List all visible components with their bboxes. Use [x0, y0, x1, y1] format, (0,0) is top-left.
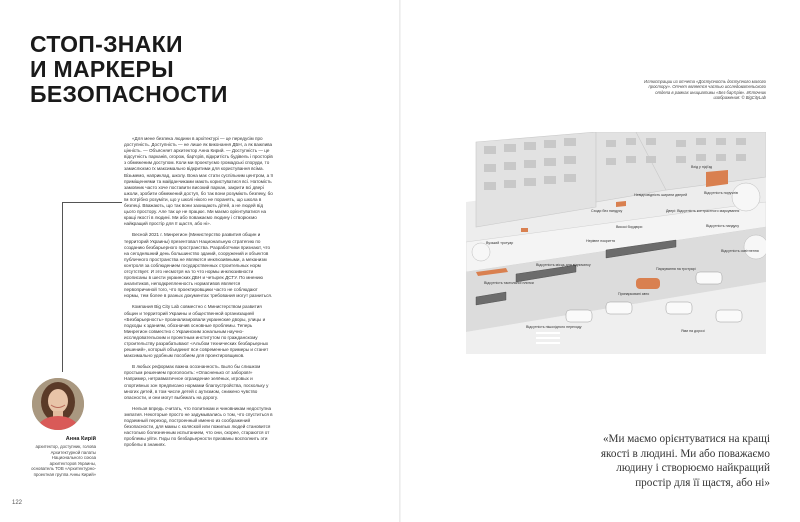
page-gutter	[399, 0, 401, 522]
illus-label-tactile: Відсутність тактильної плитки	[484, 281, 534, 285]
illus-label-ramp: Відсутність пандусу	[706, 224, 740, 228]
author-name: Анна Кирій	[65, 436, 96, 442]
illus-label-narrow-sidewalk: Вузький тротуар	[486, 241, 514, 245]
illus-label-crossing: Відсутність пішохідного переходу	[526, 325, 582, 329]
illustration-caption: Иллюстрации из отчета «Доступность доступного малого простору». Отчет является частью исследовательского отдела в рамках инициативы «Без бар'єрів». Источник изображения: © BigCityLab	[644, 79, 766, 101]
illus-label-door-marking: Двері: Відсутність контрастного маркування	[666, 209, 740, 213]
illus-label-door-width: Невідповідність ширини дверей	[634, 193, 688, 197]
pull-quote: «Ми маємо орієнтуватися на кращі якості в людині. Ми або поважаємо людину і створюємо найкращий простір для її щастя, або ні»	[600, 433, 770, 489]
illus-label-parked-cars: Припарковані авто	[618, 292, 650, 296]
illus-label-potholes: Ями на дорозі	[681, 329, 705, 333]
illus-label-lighting: Відсутність освітлення	[721, 249, 759, 253]
article-paragraph-2: Весной 2021 г. Минрегион (Министерство развития общин и территорий Украины) презентовал Национальную стратегию по созданию безбарьерного пространства. Разработчики признают, что на сегодняшний день большинство зданий, сооружений и объектов публичного пространства не являются инклюзивными, а механизм контроля за соблюдением государственных строительных норм отсутствует. И это несмотря на то что нормы инклюзивности прописаны в шести украинских ДБН и четырех ДСТУ. По мнению аналитиков, неподкрепленность нормативов является первопричиной того, что проектировщики часто не соблюдают нормы, тем более в разных документах требования могут разниться.	[124, 232, 273, 299]
illus-label-curbs: Високі бордюри	[616, 225, 643, 229]
author-connector-line	[62, 202, 63, 372]
article-paragraph-1: «Для мене безпека людини в архітектурі — це передусім про доступність. Доступність — не лише як виконання ДБН, а як важлива цінність. — Объясняет архитектор Анна Кирий. — Доступність — це відсутність парканів, огорож, бар'єрів, відкритість будівель і просторів з обмеженим доступом. Коли ми проектуємо громадські споруди, то замислюємо їх максимально відкритими для користування всіма. Візьмемо, наприклад, школу. Вона має стати суспільним центром, а її приміщеннями та майданчиками мають користуватися всі. Натомість замовник часто хоче поставити високий паркан, закрити всі двері школи, зробити обмежений доступ, бо так вони розуміють безпеку, бо їм потрібно розуміти, що у школі нікого не поранять, що школа в безпеці. Вважають, що так вони захищають дітей, а не людей від цього простору. Але так це не працює. Ми маємо орієнтуватися на кращі якості в людині. Ми або поважаємо людину і створюємо найкращий простір для її щастя, або ні».	[124, 136, 274, 227]
article-body	[124, 136, 274, 454]
page-number: 122	[12, 500, 23, 506]
illus-label-sidewalk-parking: Паркування на тротуарі	[656, 267, 696, 271]
illus-label-surface: Нерівне покриття	[586, 239, 616, 243]
article-paragraph-3: Компания Big City Lab совместно с Министерством развития общин и территорий Украины и общественной организацией «Безбарьерность» проанализировали украинские дворы, улицы и подходы к зданиям, обозначив основные проблемы. Теперь Минрегион совместно с Украинским зональным научно-исследовательским и проектным институтом по гражданскому строительству разрабатывают «Альбом технических безбарьерных решений», который объединит все современные примеры и станет максимально удобным пособием для проектировщиков.	[124, 304, 269, 359]
illus-label-handrails: Відсутність поручнів	[704, 191, 738, 195]
illus-label-entrance: Вхід у під'їзд	[691, 165, 713, 169]
article-paragraph-5: Нельзя впредь считать, что политикам и чиновникам недоступна эмпатия. Некоторые просто не задумывались о том, что спуститься в подземный переход, построенный именно из соображений безопасности, для мамы с коляской или пожилых людей становится настолько болезненным испытанием, что они, скорее, стараются от проблемы уйти. Гиды по безбарьерности призваны восполнить эти пробелы в знаниях.	[124, 405, 273, 448]
author-photo	[32, 378, 84, 430]
illus-label-rest-places: Відсутність місць для відпочинку	[536, 263, 591, 267]
quote-connector-line	[62, 202, 122, 203]
article-paragraph-4: В любых реформах важна осознанность. Было бы слишком простым решением проголосить: «Опасненько от заборов!» Например, нетравматичное ограждение зелёных, игровых и спортивных зон предписано нормами благоустройства, поскольку у многих детей, в том числе детей с аутизмом, снижено чувство опасности, и они могут выбежать на дорогу.	[124, 364, 269, 400]
illus-label-stairs: Сходи без пандусу	[591, 209, 623, 213]
author-bio: архитектор, доступник, голова Архитектурной палаты Национального союза архитекторов Украины, основатель ТОВ «Архитектурно-проектная группа Анны Кирий»	[31, 444, 96, 477]
article-title: СТОП-ЗНАКИ И МАРКЕРЫ БЕЗОПАСНОСТИ	[30, 31, 228, 107]
street-accessibility-illustration	[466, 132, 766, 354]
